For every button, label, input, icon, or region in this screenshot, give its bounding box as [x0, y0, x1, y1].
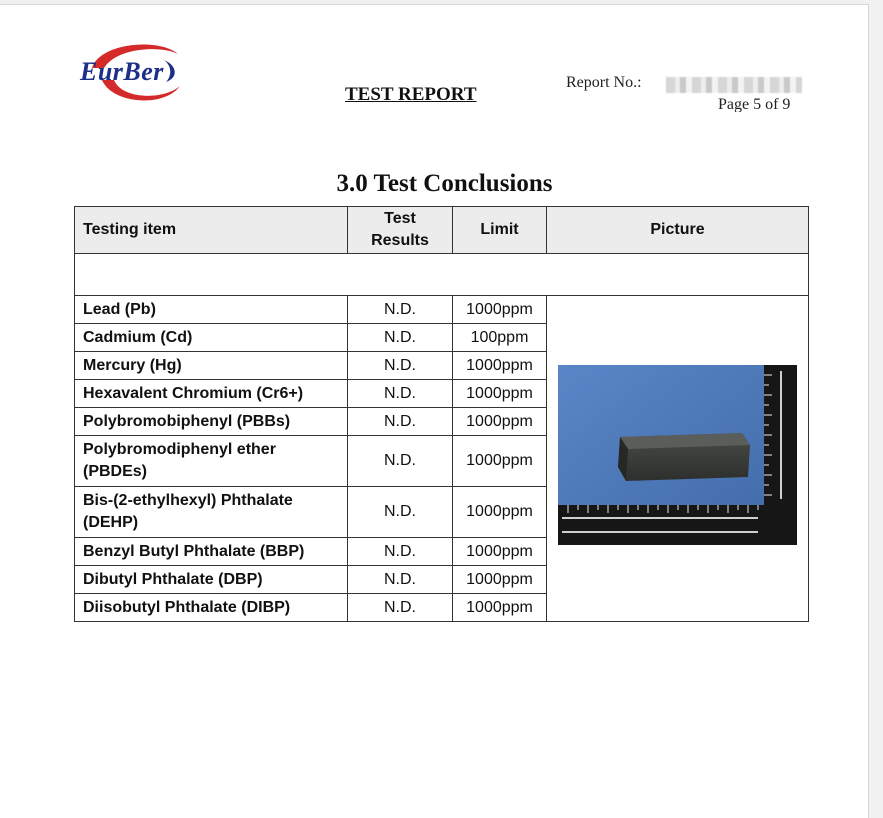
page-number: Page 5 of 9: [718, 98, 791, 112]
header-test-results-line2: Results: [371, 232, 429, 249]
row-item: Cadmium (Cd): [75, 324, 348, 352]
row-item: Polybromodiphenyl ether (PBDEs): [75, 436, 348, 487]
viewer-scrollbar[interactable]: [868, 0, 883, 817]
row-result: N.D.: [348, 487, 453, 538]
row-result: N.D.: [348, 538, 453, 566]
header-test-results-line1: Test: [384, 210, 416, 227]
row-result: N.D.: [348, 380, 453, 408]
header-testing-item: Testing item: [75, 207, 348, 254]
row-limit: 1000ppm: [453, 352, 547, 380]
test-results-table: [74, 206, 809, 622]
row-item: Hexavalent Chromium (Cr6+): [75, 380, 348, 408]
header-test-results: [348, 207, 453, 254]
row-limit: 1000ppm: [453, 487, 547, 538]
row-item: Bis-(2-ethylhexyl) Phthalate (DEHP): [75, 487, 348, 538]
row-result: N.D.: [348, 566, 453, 594]
row-result: N.D.: [348, 436, 453, 487]
row-limit: 1000ppm: [453, 566, 547, 594]
row-result: N.D.: [348, 324, 453, 352]
row-item: Mercury (Hg): [75, 352, 348, 380]
header-limit: Limit: [453, 207, 547, 254]
row-limit: 1000ppm: [453, 538, 547, 566]
report-title: TEST REPORT: [345, 84, 477, 105]
picture-cell: [547, 296, 809, 622]
sample-photo: [558, 365, 797, 545]
row-item: Dibutyl Phthalate (DBP): [75, 566, 348, 594]
row-limit: 1000ppm: [453, 408, 547, 436]
header-picture: Picture: [547, 207, 809, 254]
row-item: Polybromobiphenyl (PBBs): [75, 408, 348, 436]
redacted-report-number: [666, 77, 802, 93]
table-row: [75, 296, 809, 324]
row-limit: 100ppm: [453, 324, 547, 352]
row-limit: 1000ppm: [453, 380, 547, 408]
row-result: N.D.: [348, 594, 453, 622]
row-item: Benzyl Butyl Phthalate (BBP): [75, 538, 348, 566]
table-blank-row: [75, 254, 809, 296]
section-title: 3.0 Test Conclusions: [336, 170, 553, 197]
report-number-label: Report No.:: [566, 74, 642, 91]
row-result: N.D.: [348, 408, 453, 436]
row-result: N.D.: [348, 352, 453, 380]
row-limit: 1000ppm: [453, 594, 547, 622]
row-result: N.D.: [348, 296, 453, 324]
table-header-row: [75, 207, 809, 254]
row-item: Diisobutyl Phthalate (DIBP): [75, 594, 348, 622]
row-limit: 1000ppm: [453, 296, 547, 324]
row-item: Lead (Pb): [75, 296, 348, 324]
logo-text: EurBer: [80, 57, 164, 86]
row-limit: 1000ppm: [453, 436, 547, 487]
